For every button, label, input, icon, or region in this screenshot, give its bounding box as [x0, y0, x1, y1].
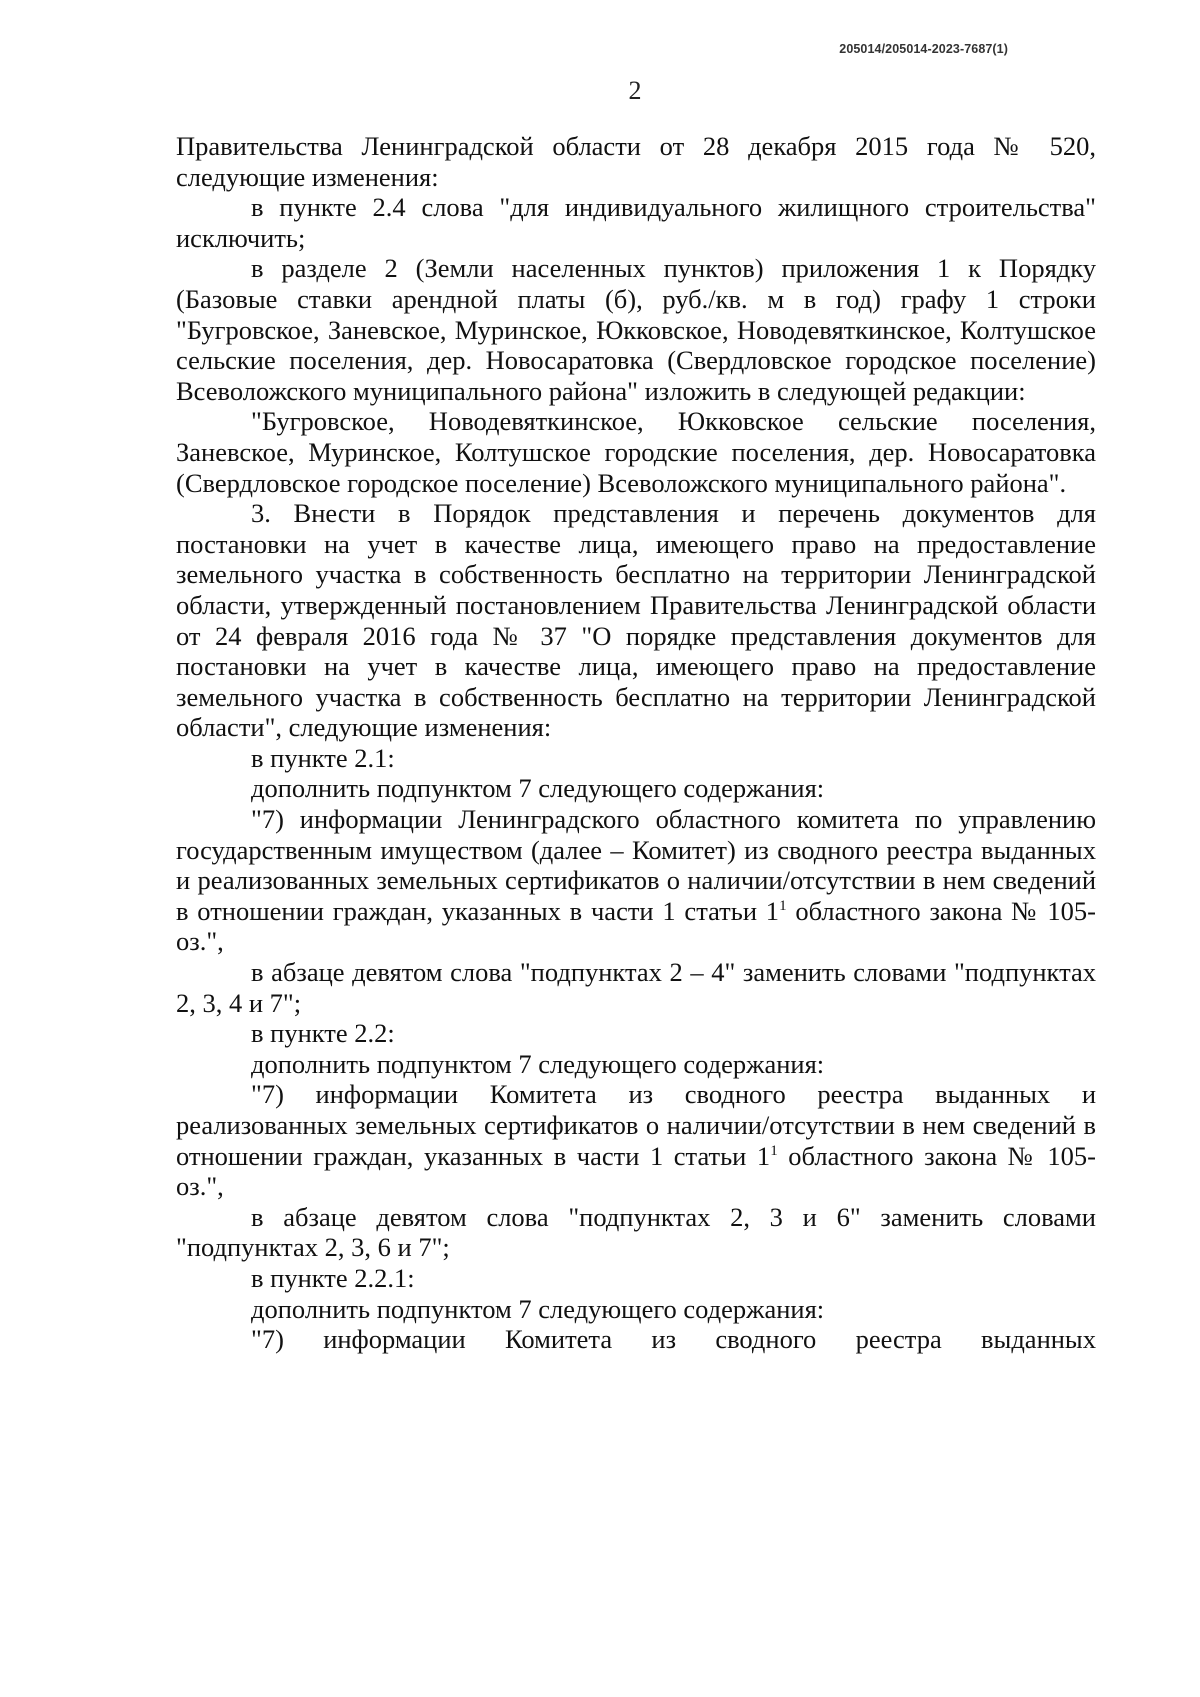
document-id: 205014/205014-2023-7687(1) [839, 42, 1008, 56]
paragraph: в разделе 2 (Земли населенных пунктов) приложения 1 к Порядку (Базовые ставки арендной платы (б), руб./кв. м в год) графу 1 строки "Бугровское, Заневское, Муринское, Юкковское, Новодевяткинское, Колтушское сельские поселения, дер. Новосаратовка (Свердловское городское поселение) Всеволожского муниципального района" изложить в следующей редакции: [176, 253, 1096, 406]
paragraph [176, 1079, 1096, 1201]
paragraph: "Бугровское, Новодевяткинское, Юкковское сельские поселения, Заневское, Муринское, Колтушское городские поселения, дер. Новосаратовка (Свердловское городское поселение) Всеволожского муниципального района". [176, 406, 1096, 498]
paragraph: в пункте 2.4 слова "для индивидуального жилищного строительства" исключить; [176, 192, 1096, 253]
paragraph: в пункте 2.2.1: [251, 1262, 415, 1293]
paragraph: дополнить подпунктом 7 следующего содержания: [251, 1293, 825, 1324]
paragraph-text: областного закона № 105-оз.", [176, 895, 1097, 957]
paragraph-text: "7) информации Комитета из сводного реестра выданных и реализованных земельных сертификатов о наличии/отсутствии в нем сведений в отношении граждан, указанных в части 1 статьи 1 [176, 1079, 1096, 1171]
superscript: 1 [779, 897, 787, 914]
paragraph: в пункте 2.1: [251, 742, 395, 773]
paragraph: дополнить подпунктом 7 следующего содержания: [251, 773, 825, 804]
paragraph: в абзаце девятом слова "подпунктах 2 – 4" заменить словами "подпунктах 2, 3, 4 и 7"; [176, 957, 1096, 1018]
paragraph: 3. Внести в Порядок представления и перечень документов для постановки на учет в качестве лица, имеющего право на предоставление земельного участка в собственность бесплатно на территории Ленинградской области, утвержденный постановлением Правительства Ленинградской области от 24 февраля 2016 года № 37 "О порядке представления документов для постановки на учет в качестве лица, имеющего право на предоставление земельного участка в собственность бесплатно на территории Ленинградской области", следующие изменения: [176, 498, 1096, 743]
paragraph: в пункте 2.2: [251, 1018, 395, 1049]
paragraph-text: областного закона № 105-оз.", [176, 1140, 1097, 1202]
paragraph: дополнить подпунктом 7 следующего содержания: [251, 1048, 825, 1079]
paragraph: "7) информации Комитета из сводного реестра выданных [251, 1324, 1096, 1355]
document-body [176, 131, 1096, 1355]
paragraph [176, 804, 1096, 957]
paragraph: в абзаце девятом слова "подпунктах 2, 3 и 6" заменить словами "подпунктах 2, 3, 6 и 7"; [176, 1201, 1096, 1263]
paragraph-text: "7) информации Ленинградского областного комитета по управлению государственным имуществом (далее – Комитет) из сводного реестра выданных и реализованных земельных сертификатов о наличии/отсутствии в нем сведений в отношении граждан, указанных в части 1 статьи 1 [176, 804, 1096, 926]
page-number: 2 [628, 76, 642, 105]
superscript: 1 [770, 1142, 778, 1159]
paragraph: Правительства Ленинградской области от 28 декабря 2015 года № 520, следующие изменения: [176, 131, 1096, 192]
